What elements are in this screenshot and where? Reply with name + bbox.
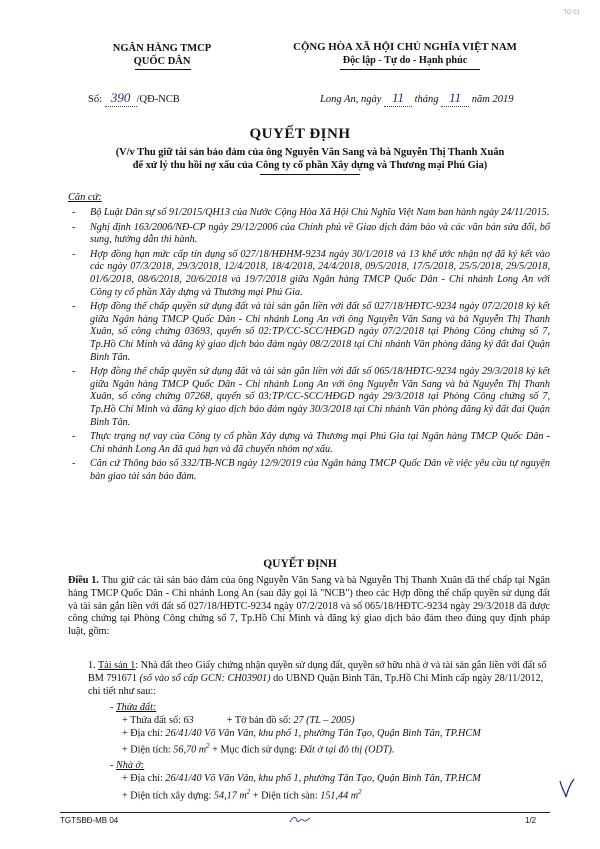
list-item: - Thực trạng nợ vay của Công ty cổ phần Xây dựng và Thương mại Phú Gia tại Ngân hàng TMCP Quốc Dân - Chi nhánh Long An đã quá hạn và đã chuyển nhóm nợ xấu. [68, 431, 550, 456]
so-suffix: /QĐ-NCB [136, 94, 180, 105]
subject-line1: (V/v Thu giữ tài sản bảo đảm của ông Nguyễn Văn Sang và bà Nguyễn Thị Thanh Xuân [115, 147, 505, 158]
list-item: - Căn cứ Thông báo số 332/TB-NCB ngày 12/9/2019 của Ngân hàng TMCP Quốc Dân về việc yêu cầu tự nguyện bàn giao tài sản bảo đảm. [68, 458, 550, 483]
list-item: - Nghị định 163/2006/NĐ-CP ngày 29/12/2006 của Chính phủ về Giao dịch đảm bảo và các văn bản sửa đổi, bổ sung, hướng dẫn thi hành. [68, 222, 550, 247]
to-value: 27 (TL – 2005) [293, 714, 355, 726]
thua-dat-label: Thửa đất: [115, 702, 157, 713]
san-label: + Diện tích sàn: [252, 789, 318, 801]
nha-o-block: - Nhà ở: + Địa chỉ: 26/41/40 Võ Văn Vân, khu phố 1, phường Tân Tạo, Quận Bình Tân, TP.HCM + Diện tích xây dựng: 54,17 $m^2$ + Diện tích sàn: 151,44 $m^2$ [110, 760, 481, 801]
month-label: tháng [414, 94, 439, 105]
thua-label: + Thửa đất số: [122, 714, 181, 726]
document-title: QUYẾT ĐỊNH [249, 126, 351, 142]
subject-line2: để xử lý thu hồi nợ xấu của Công ty cổ phần Xây dựng và Thương mại Phú Gia) [132, 160, 488, 171]
motto-underline [340, 69, 480, 70]
dien-tich-value: 56,70 m [173, 744, 207, 756]
dien-tich-label: + Diện tích: [122, 744, 171, 756]
subject-underline [260, 174, 360, 175]
national-motto: CỘNG HÒA XÃ HỘI CHỦ NGHĨA VIỆT NAM [293, 41, 517, 53]
dia-chi-value: 26/41/40 Võ Văn Vân, khu phố 1, phường Tân Tạo, Quận Bình Tân, TP.HCM [165, 727, 481, 739]
can-cu-list [68, 207, 550, 485]
form-code: TG 01 [563, 10, 580, 16]
asset-1-text-b: (số vào sổ cấp GCN: CH03901) [139, 672, 271, 684]
asset-1 [88, 660, 548, 698]
list-item: - Hợp đồng thế chấp quyền sử dụng đất và tài sản gắn liền với đất số 065/18/HĐTC-9234 ngày 29/3/2018 ký kết giữa Ngân hàng TMCP Quốc Dân - Chi nhánh Long An với ông Nguyễn Văn Sang và bà Nguyễn Thị Thanh Xuân, số công chứng 07268, quyển số 03:TP/CC-SCC/HĐGD ngày 29/3/2018 tại Phòng Công chứng số 7, Tp.Hồ Chí Minh và đăng ký giao dịch bảo đảm ngày 30/3/2018 tại Chi nhánh Văn phòng đăng ký đất đai Quận Bình Tân. [68, 366, 550, 429]
place-date [320, 90, 514, 107]
asset-1-text-a: : Nhà đất theo Giấy chứng nhận quyền sử dụng đất, quyền sở hữu nhà ở và tài sản gắn liền với đất số BM 791671 [88, 660, 547, 684]
footer-form-code: TGTSBĐ-MB 04 [60, 816, 119, 825]
bank-underline [135, 69, 191, 70]
thua-dat-block: - Thửa đất: + Thửa đất số: 63 + Tờ bản đồ số: 27 (TL – 2005) + Địa chỉ: 26/41/40 Võ Văn Vân, khu phố 1, phường Tân Tạo, Quận Bình Tân, TP.HCM + Diện tích: 56,70 $m^2$ + Mục đích sử dụng: Đất ở tại đô thị (ODT). [110, 702, 481, 756]
section-title: QUYẾT ĐỊNH [263, 558, 337, 570]
article-1-label: Điều 1. [68, 575, 99, 586]
bank-name-line1: NGÂN HÀNG TMCP [112, 43, 212, 54]
page-number: 1/2 [525, 816, 537, 825]
xay-dung-label: + Diện tích xây dựng: [122, 789, 212, 801]
place-date-prefix: Long An, ngày [320, 94, 382, 105]
asset-1-text-c: do UBND Quận Bình Tân, Tp.Hồ Chí Minh cấp ngày 28/11/2012, chi tiết như sau:: [88, 672, 544, 697]
handwritten-day: 11 [391, 90, 404, 105]
muc-dich-label: + Mục đích sử dụng: [212, 744, 298, 756]
decision-number [88, 90, 180, 107]
bank-name [82, 42, 242, 68]
subject [70, 146, 550, 172]
san-value: 151,44 m [320, 789, 359, 801]
handwritten-check-mark [556, 777, 576, 801]
list-item: - Hợp đồng thế chấp quyền sử dụng đất và tài sản gắn liền với đất số 027/18/HĐTC-9234 ngày 07/2/2018 ký kết giữa Ngân hàng TMCP Quốc Dân - Chi nhánh Long An với ông Nguyễn Văn Sang và bà Nguyễn Thị Thanh Xuân, số công chứng 03693, quyển số 02:TP/CC-SCC/HĐGD ngày 07/2/2018 tại Phòng Công chứng số 7, Tp.Hồ Chí Minh và đăng ký giao dịch bảo đảm ngày 08/2/2018 tại Chi nhánh Văn phòng đăng ký đất đai Quận Bình Tân. [68, 301, 550, 364]
article-1-text: Thu giữ các tài sản bảo đảm của ông Nguyễn Văn Sang và bà Nguyễn Thị Thanh Xuân đã thế chấp tại Ngân hàng TMCP Quốc Dân - Chi nhánh Long An (sau đây gọi là "NCB") theo các Hợp đồng thế chấp quyền sử dụng đất và tài sản gắn liền với đất số 027/18/HĐTC-9234 ngày 07/2/2018 và số 065/18/HĐTC-9234 ngày 29/3/2018 đã được công chứng tại Phòng Công chứng số 7, Tp.Hồ Chí Minh và đăng ký giao dịch bảo đảm theo đúng quy định pháp luật, gồm: [68, 575, 550, 638]
so-label: Số: [88, 94, 103, 105]
dia-chi-label: + Địa chỉ: [122, 727, 163, 739]
year-text: năm 2019 [471, 94, 514, 105]
list-item: - Hợp đồng hạn mức cấp tín dụng số 027/18/HĐHM-9234 ngày 30/1/2018 và 13 khế ước nhận nợ đã ký kết vào các ngày 07/3/2018, 29/3/2018, 12/4/2018, 18/4/2018, 24/4/2018, 09/5/2018, 17/5/2018, 25/5/2018, 29/5/2018, 01/6/2018, 08/6/2018, 20/6/2018 và 19/7/2018 giữa Ngân hàng TMCP Quốc Dân - Chi nhánh Long An với Công ty cổ phần Xây dựng và Thương mại Phú Gia. [68, 249, 550, 299]
nha-dia-chi-value: 26/41/40 Võ Văn Vân, khu phố 1, phường Tân Tạo, Quận Bình Tân, TP.HCM [165, 772, 481, 784]
handwritten-number: 390 [110, 90, 131, 105]
to-label: + Tờ bản đồ số: [226, 714, 291, 726]
muc-dich-value: Đất ở tại đô thị (ODT). [299, 744, 395, 756]
initials-signature [288, 813, 312, 827]
bank-name-line2: QUỐC DÂN [133, 56, 191, 67]
asset-1-label: Tài sản 1 [98, 660, 136, 671]
can-cu-label: Căn cứ: [68, 192, 102, 203]
thua-value: 63 [183, 714, 194, 726]
nha-dia-chi-label: + Địa chỉ: [122, 772, 163, 784]
article-1 [68, 575, 550, 639]
xay-dung-value: 54,17 m [213, 789, 247, 801]
asset-1-number: 1. [88, 660, 96, 671]
national-motto-sub: Độc lập - Tự do - Hạnh phúc [342, 55, 468, 66]
nha-o-label: Nhà ở: [115, 760, 145, 771]
list-item: - Bộ Luật Dân sự số 91/2015/QH13 của Nước Cộng Hòa Xã Hội Chủ Nghĩa Việt Nam ban hành ngày 24/11/2015. [68, 207, 550, 220]
handwritten-month: 11 [449, 90, 462, 105]
